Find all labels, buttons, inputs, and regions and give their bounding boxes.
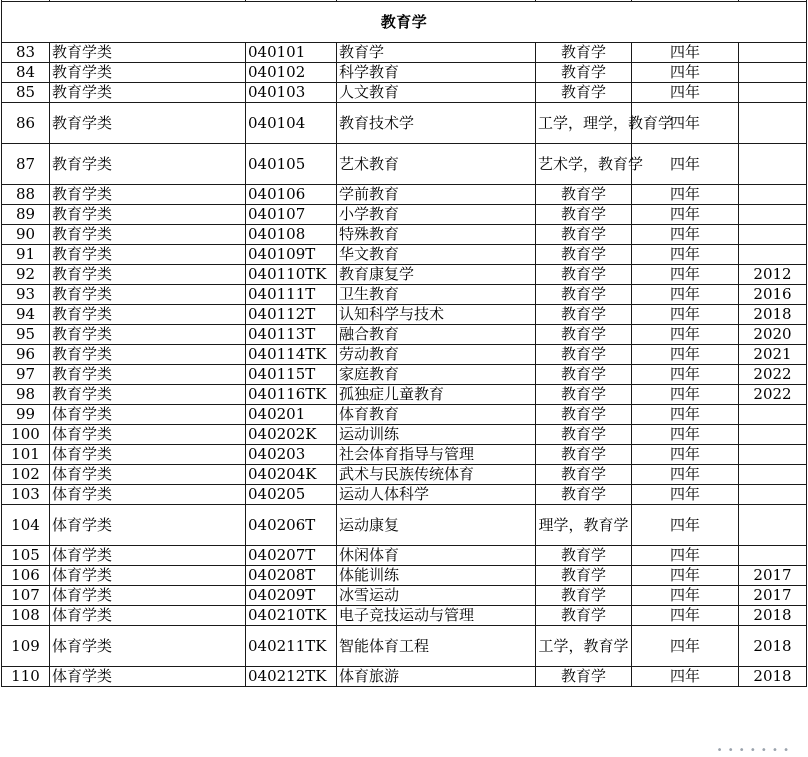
cell-index: 95 (2, 325, 50, 345)
cell-duration: 四年 (632, 43, 739, 63)
table-row (2, 305, 807, 325)
cell-year-added (739, 245, 807, 265)
cell-major-name: 教育康复学 (337, 265, 536, 285)
cell-category: 教育学类 (50, 285, 246, 305)
cell-year-added (739, 465, 807, 485)
cell-degree: 教育学 (536, 225, 632, 245)
cell-degree: 教育学 (536, 405, 632, 425)
cell-index: 109 (2, 626, 50, 667)
cell-major-name: 体育旅游 (337, 667, 536, 687)
cell-category: 教育学类 (50, 144, 246, 185)
cell-code: 040114TK (246, 345, 337, 365)
cell-year-added: 2022 (739, 365, 807, 385)
table-row (2, 103, 807, 144)
section-header-row (2, 2, 807, 43)
cell-code: 040105 (246, 144, 337, 185)
cell-duration: 四年 (632, 425, 739, 445)
cell-year-added: 2021 (739, 345, 807, 365)
table-row (2, 425, 807, 445)
table-row (2, 485, 807, 505)
cell-major-name: 体能训练 (337, 566, 536, 586)
cell-major-name: 家庭教育 (337, 365, 536, 385)
cell-year-added (739, 185, 807, 205)
cell-degree: 教育学 (536, 667, 632, 687)
cell-index: 102 (2, 465, 50, 485)
table-row (2, 586, 807, 606)
cell-code: 040202K (246, 425, 337, 445)
cell-index: 106 (2, 566, 50, 586)
cell-major-name: 智能体育工程 (337, 626, 536, 667)
cell-category: 体育学类 (50, 485, 246, 505)
cell-degree: 教育学 (536, 83, 632, 103)
cell-code: 040103 (246, 83, 337, 103)
cell-degree: 教育学 (536, 445, 632, 465)
cell-degree: 教育学 (536, 265, 632, 285)
cell-duration: 四年 (632, 667, 739, 687)
table-row (2, 205, 807, 225)
cell-year-added: 2022 (739, 385, 807, 405)
cell-duration: 四年 (632, 305, 739, 325)
cell-code: 040207T (246, 546, 337, 566)
cell-major-name: 艺术教育 (337, 144, 536, 185)
cell-code: 040212TK (246, 667, 337, 687)
table-row (2, 285, 807, 305)
cell-major-name: 小学教育 (337, 205, 536, 225)
cell-code: 040209T (246, 586, 337, 606)
cell-index: 101 (2, 445, 50, 465)
cell-index: 89 (2, 205, 50, 225)
majors-table (1, 0, 807, 687)
cell-duration: 四年 (632, 606, 739, 626)
watermark-logo: • • • • • • • (716, 745, 790, 756)
cell-year-added (739, 205, 807, 225)
table-row (2, 245, 807, 265)
cell-duration: 四年 (632, 385, 739, 405)
cell-index: 88 (2, 185, 50, 205)
cell-duration: 四年 (632, 144, 739, 185)
cell-year-added (739, 505, 807, 546)
table-row (2, 225, 807, 245)
cell-degree: 理学，教育学 (536, 505, 632, 546)
cell-year-added (739, 546, 807, 566)
cell-year-added: 2020 (739, 325, 807, 345)
cell-index: 92 (2, 265, 50, 285)
cell-code: 040116TK (246, 385, 337, 405)
table-row (2, 445, 807, 465)
table-row (2, 405, 807, 425)
cell-duration: 四年 (632, 103, 739, 144)
cell-index: 94 (2, 305, 50, 325)
cell-index: 83 (2, 43, 50, 63)
table-row (2, 385, 807, 405)
cell-category: 体育学类 (50, 667, 246, 687)
cell-major-name: 教育技术学 (337, 103, 536, 144)
cell-duration: 四年 (632, 265, 739, 285)
cell-duration: 四年 (632, 546, 739, 566)
table-row (2, 606, 807, 626)
cell-duration: 四年 (632, 63, 739, 83)
cell-duration: 四年 (632, 325, 739, 345)
cell-degree: 教育学 (536, 63, 632, 83)
cell-major-name: 社会体育指导与管理 (337, 445, 536, 465)
cell-year-added: 2012 (739, 265, 807, 285)
cell-duration: 四年 (632, 566, 739, 586)
cell-code: 040112T (246, 305, 337, 325)
table-row (2, 465, 807, 485)
cell-index: 90 (2, 225, 50, 245)
cell-index: 86 (2, 103, 50, 144)
cell-index: 100 (2, 425, 50, 445)
table-row (2, 546, 807, 566)
cell-year-added (739, 405, 807, 425)
cell-code: 040203 (246, 445, 337, 465)
cell-duration: 四年 (632, 185, 739, 205)
cell-index: 93 (2, 285, 50, 305)
cell-year-added (739, 63, 807, 83)
cell-degree: 教育学 (536, 586, 632, 606)
cell-duration: 四年 (632, 445, 739, 465)
cell-major-name: 冰雪运动 (337, 586, 536, 606)
cell-degree: 教育学 (536, 566, 632, 586)
cell-duration: 四年 (632, 505, 739, 546)
cell-category: 教育学类 (50, 365, 246, 385)
cell-category: 体育学类 (50, 546, 246, 566)
cell-code: 040109T (246, 245, 337, 265)
cell-code: 040206T (246, 505, 337, 546)
cell-degree: 工学，理学，教育学 (536, 103, 632, 144)
cell-degree: 教育学 (536, 485, 632, 505)
cell-index: 103 (2, 485, 50, 505)
cell-category: 体育学类 (50, 505, 246, 546)
table-row (2, 83, 807, 103)
cell-duration: 四年 (632, 586, 739, 606)
cell-major-name: 运动康复 (337, 505, 536, 546)
cell-duration: 四年 (632, 285, 739, 305)
cell-degree: 教育学 (536, 325, 632, 345)
cell-degree: 教育学 (536, 305, 632, 325)
cell-major-name: 教育学 (337, 43, 536, 63)
cell-code: 040101 (246, 43, 337, 63)
cell-year-added: 2017 (739, 586, 807, 606)
cell-major-name: 电子竞技运动与管理 (337, 606, 536, 626)
cell-code: 040110TK (246, 265, 337, 285)
table-row (2, 185, 807, 205)
cell-year-added: 2018 (739, 626, 807, 667)
cell-duration: 四年 (632, 345, 739, 365)
cell-duration: 四年 (632, 83, 739, 103)
table-row (2, 505, 807, 546)
cell-major-name: 认知科学与技术 (337, 305, 536, 325)
cell-duration: 四年 (632, 365, 739, 385)
cell-year-added (739, 103, 807, 144)
cell-year-added: 2018 (739, 305, 807, 325)
cell-category: 体育学类 (50, 445, 246, 465)
cell-major-name: 学前教育 (337, 185, 536, 205)
cell-duration: 四年 (632, 626, 739, 667)
cell-code: 040104 (246, 103, 337, 144)
cell-code: 040106 (246, 185, 337, 205)
cell-category: 体育学类 (50, 606, 246, 626)
cell-degree: 教育学 (536, 425, 632, 445)
cell-category: 教育学类 (50, 43, 246, 63)
cell-year-added: 2017 (739, 566, 807, 586)
cell-category: 教育学类 (50, 325, 246, 345)
cell-category: 教育学类 (50, 225, 246, 245)
cell-degree: 教育学 (536, 345, 632, 365)
cell-category: 教育学类 (50, 345, 246, 365)
cell-category: 教育学类 (50, 265, 246, 285)
cell-category: 教育学类 (50, 245, 246, 265)
cell-category: 体育学类 (50, 405, 246, 425)
cell-degree: 教育学 (536, 245, 632, 265)
cell-major-name: 运动训练 (337, 425, 536, 445)
section-title: 教育学 (2, 2, 807, 43)
cell-degree: 教育学 (536, 185, 632, 205)
cell-degree: 教育学 (536, 285, 632, 305)
cell-code: 040205 (246, 485, 337, 505)
cell-duration: 四年 (632, 465, 739, 485)
table-row (2, 566, 807, 586)
cell-year-added (739, 425, 807, 445)
cell-index: 105 (2, 546, 50, 566)
cell-major-name: 华文教育 (337, 245, 536, 265)
cell-degree: 教育学 (536, 546, 632, 566)
cell-index: 104 (2, 505, 50, 546)
table-row (2, 63, 807, 83)
cell-degree: 工学，教育学 (536, 626, 632, 667)
cell-index: 91 (2, 245, 50, 265)
cell-index: 110 (2, 667, 50, 687)
cell-duration: 四年 (632, 225, 739, 245)
cell-major-name: 体育教育 (337, 405, 536, 425)
cell-major-name: 孤独症儿童教育 (337, 385, 536, 405)
cell-degree: 教育学 (536, 385, 632, 405)
cell-code: 040204K (246, 465, 337, 485)
cell-degree: 教育学 (536, 606, 632, 626)
table-row (2, 325, 807, 345)
table-row (2, 345, 807, 365)
cell-year-added (739, 83, 807, 103)
cell-year-added: 2018 (739, 667, 807, 687)
cell-category: 体育学类 (50, 465, 246, 485)
cell-duration: 四年 (632, 485, 739, 505)
cell-code: 040211TK (246, 626, 337, 667)
cell-year-added (739, 225, 807, 245)
cell-duration: 四年 (632, 405, 739, 425)
cell-category: 体育学类 (50, 566, 246, 586)
cell-index: 96 (2, 345, 50, 365)
table-row (2, 144, 807, 185)
cell-category: 体育学类 (50, 586, 246, 606)
table-row (2, 43, 807, 63)
cell-major-name: 卫生教育 (337, 285, 536, 305)
cell-code: 040113T (246, 325, 337, 345)
cell-category: 教育学类 (50, 103, 246, 144)
cell-index: 87 (2, 144, 50, 185)
cell-index: 98 (2, 385, 50, 405)
cell-index: 108 (2, 606, 50, 626)
cell-category: 体育学类 (50, 425, 246, 445)
cell-duration: 四年 (632, 245, 739, 265)
cell-year-added (739, 43, 807, 63)
cell-code: 040208T (246, 566, 337, 586)
cell-index: 107 (2, 586, 50, 606)
cell-year-added (739, 144, 807, 185)
cell-degree: 教育学 (536, 365, 632, 385)
cell-category: 教育学类 (50, 83, 246, 103)
cell-degree: 教育学 (536, 465, 632, 485)
cell-duration: 四年 (632, 205, 739, 225)
cell-category: 体育学类 (50, 626, 246, 667)
cell-category: 教育学类 (50, 305, 246, 325)
cell-index: 99 (2, 405, 50, 425)
majors-table-body (2, 0, 807, 687)
table-row (2, 265, 807, 285)
cell-index: 85 (2, 83, 50, 103)
cell-code: 040115T (246, 365, 337, 385)
cell-code: 040201 (246, 405, 337, 425)
cell-major-name: 人文教育 (337, 83, 536, 103)
cell-category: 教育学类 (50, 185, 246, 205)
cell-year-added (739, 485, 807, 505)
cell-degree: 教育学 (536, 43, 632, 63)
cell-code: 040107 (246, 205, 337, 225)
cell-degree: 教育学 (536, 205, 632, 225)
cell-index: 97 (2, 365, 50, 385)
cell-major-name: 特殊教育 (337, 225, 536, 245)
cell-major-name: 休闲体育 (337, 546, 536, 566)
cell-major-name: 运动人体科学 (337, 485, 536, 505)
cell-major-name: 武术与民族传统体育 (337, 465, 536, 485)
cell-major-name: 科学教育 (337, 63, 536, 83)
cell-major-name: 劳动教育 (337, 345, 536, 365)
table-row (2, 626, 807, 667)
cell-code: 040111T (246, 285, 337, 305)
cell-major-name: 融合教育 (337, 325, 536, 345)
cell-year-added: 2016 (739, 285, 807, 305)
cell-code: 040210TK (246, 606, 337, 626)
table-row (2, 667, 807, 687)
cell-degree: 艺术学，教育学 (536, 144, 632, 185)
cell-year-added: 2018 (739, 606, 807, 626)
cell-year-added (739, 445, 807, 465)
table-row (2, 365, 807, 385)
cell-code: 040102 (246, 63, 337, 83)
cell-category: 教育学类 (50, 205, 246, 225)
cell-category: 教育学类 (50, 63, 246, 83)
cell-code: 040108 (246, 225, 337, 245)
cell-index: 84 (2, 63, 50, 83)
cell-category: 教育学类 (50, 385, 246, 405)
